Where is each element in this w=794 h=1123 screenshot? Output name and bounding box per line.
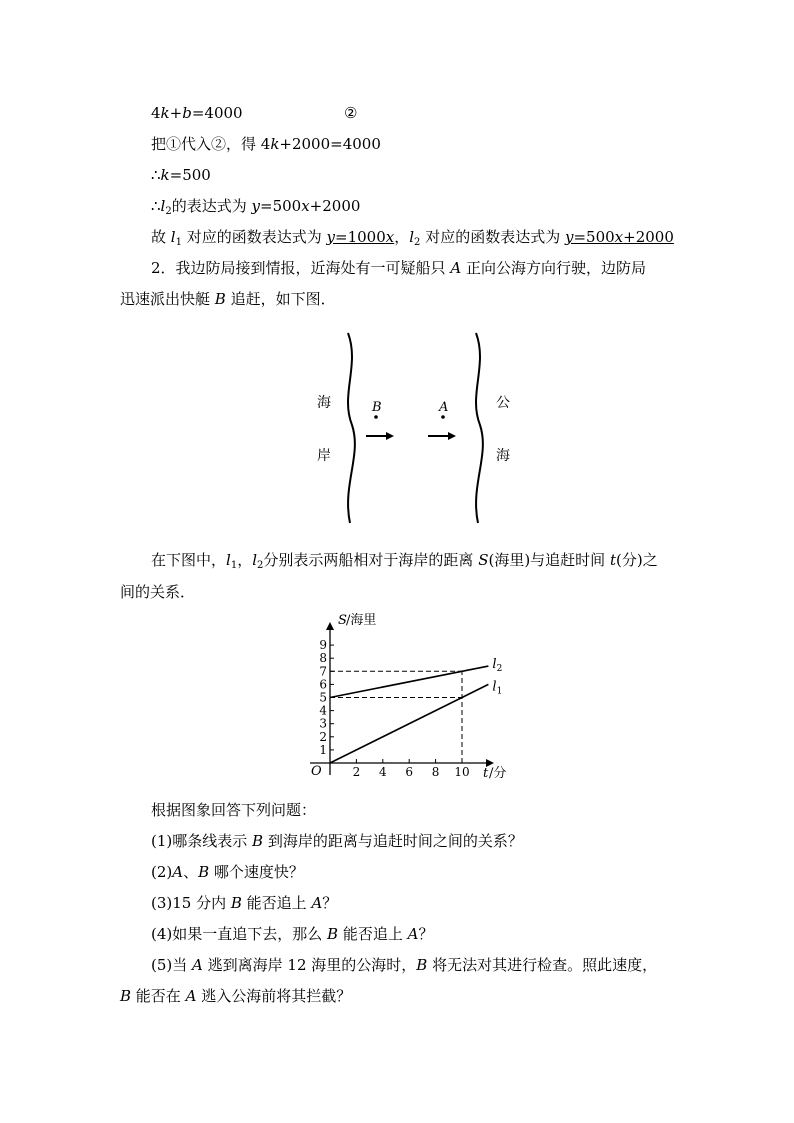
sea-char-1: 公 <box>496 395 510 411</box>
l-sub: 2 <box>165 206 172 217</box>
c-l2: l <box>409 228 415 246</box>
series-label-l2: $l_2$ <box>492 657 503 675</box>
q4-c: ？ <box>418 925 434 943</box>
q4-a: (4)如果一直追下去，那么 <box>151 925 328 943</box>
d-l2: l <box>252 551 258 569</box>
sea-diagram <box>300 325 530 530</box>
boat-a-dot <box>441 415 445 419</box>
k-value: =500 <box>169 166 211 184</box>
p2-a: 2．我边防局接到情报，近海处有一可疑船只 <box>151 259 451 277</box>
x-var: x <box>301 197 310 215</box>
q5-a: (5)当 <box>151 956 193 974</box>
series-line-l1 <box>330 684 488 763</box>
a1-eq: =1000 <box>335 228 386 246</box>
questions-prompt: 根据图象回答下列问题： <box>151 801 317 819</box>
distance-time-chart <box>300 608 530 788</box>
y-tick-label: 7 <box>319 664 327 679</box>
q1-a: (1)哪条线表示 <box>151 832 253 850</box>
coast-line <box>348 333 355 523</box>
eq2-plus: + <box>169 104 183 122</box>
q5-2b: 能否在 <box>131 987 186 1005</box>
p2-A: A <box>450 259 462 277</box>
a2-tail: +2000 <box>623 228 674 246</box>
p2-a2: 迅速派出快艇 <box>120 290 215 308</box>
therefore-symbol: ∴ <box>151 166 161 184</box>
equation-2 <box>151 103 358 123</box>
y-tick-label: 5 <box>319 690 327 705</box>
text: 的表达式为 <box>171 197 252 215</box>
x-tick-label: 8 <box>431 765 440 779</box>
d-S: S <box>478 551 489 569</box>
eq2-k: k <box>160 104 170 122</box>
d-a: 在下图中， <box>151 551 227 569</box>
y-tick-label: 2 <box>319 729 327 744</box>
therefore-l2 <box>151 196 360 222</box>
y-axis-arrow-icon <box>326 622 334 630</box>
d-sub1: 1 <box>230 560 238 571</box>
q1-b: 到海岸的距离与追赶时间之间的关系？ <box>263 832 523 850</box>
q5-2c: 逃入公海前将其拦截？ <box>196 987 352 1005</box>
q2-b: 哪个速度快？ <box>209 863 304 881</box>
sub-text: 把①代入②，得 4 <box>151 135 271 153</box>
a2-y: y <box>564 228 574 246</box>
arrow-a-icon <box>428 432 456 440</box>
open-sea-line <box>476 333 483 523</box>
q3-a: (3)15 分内 <box>151 894 231 912</box>
y-tick-label: 4 <box>319 703 327 718</box>
question-4 <box>151 924 433 944</box>
therefore-symbol: ∴ <box>151 197 161 215</box>
coast-char-1: 海 <box>317 395 331 411</box>
a2-eq: =500 <box>573 228 615 246</box>
q1-B: B <box>252 832 264 850</box>
eq2-rhs: =4000 <box>191 104 243 122</box>
x-tick-label: 4 <box>378 765 387 779</box>
d-d: (分)之 <box>615 551 658 569</box>
eq2-marker: ② <box>344 104 358 122</box>
q4-b: 能否追上 <box>338 925 408 943</box>
chart-description-2: 间的关系． <box>120 583 196 601</box>
problem2-line1 <box>151 258 646 278</box>
x-tick-label: 6 <box>405 765 414 779</box>
q5-A: A <box>192 956 203 974</box>
q2-A: A <box>172 863 184 881</box>
q2-a: (2) <box>151 863 173 881</box>
q5-c: 将无法对其进行检查。照此速度， <box>427 956 658 974</box>
d-c: (海里)与追赶时间 <box>488 551 610 569</box>
c-pre: 故 <box>151 228 171 246</box>
sub-rest: +2000=4000 <box>279 135 381 153</box>
q2-B: B <box>198 863 210 881</box>
arrow-b-icon <box>366 432 394 440</box>
boat-a-label: A <box>439 400 449 415</box>
a1-x: x <box>385 228 395 246</box>
coast-char-2: 岸 <box>317 448 331 464</box>
x-tick-label: 10 <box>454 765 470 779</box>
question-5-cont <box>120 986 351 1006</box>
y-tick-label: 1 <box>319 742 327 757</box>
question-1 <box>151 831 523 851</box>
c-l: l <box>170 228 176 246</box>
p2-b: 正向公海方向行驶，边防局 <box>461 259 646 277</box>
eq2-b: b <box>182 104 192 122</box>
y-tick-label: 9 <box>319 638 327 653</box>
d-l1: l <box>226 551 231 569</box>
q4-A: A <box>407 925 419 943</box>
substitution-line <box>151 134 381 154</box>
question-3 <box>151 893 337 913</box>
y-tick-label: 8 <box>319 651 327 666</box>
chart-description-1 <box>151 550 658 576</box>
y-axis-var: S <box>338 613 347 628</box>
q3-c: ？ <box>322 894 338 912</box>
q5-B: B <box>416 956 428 974</box>
c-mid2: 对应的函数表达式为 <box>420 228 565 246</box>
c-sub1: 1 <box>175 237 182 248</box>
q3-b: 能否追上 <box>241 894 312 912</box>
c-comma: ， <box>394 228 410 246</box>
eq: =500 <box>260 197 302 215</box>
d-b: 分别表示两船相对于海岸的距离 <box>263 551 479 569</box>
q4-B: B <box>327 925 339 943</box>
c-sub2: 2 <box>414 237 421 248</box>
tail: +2000 <box>309 197 361 215</box>
q5-2B: B <box>120 987 132 1005</box>
a2-x: x <box>614 228 624 246</box>
answer-1 <box>327 228 395 246</box>
x-tick-label: 2 <box>352 765 361 779</box>
series-label-l1: $l_1$ <box>492 679 503 697</box>
x-axis-unit: /分 <box>489 766 507 781</box>
q3-B: B <box>230 894 242 912</box>
y-var: y <box>251 197 260 215</box>
x-axis-var: t <box>483 766 489 781</box>
boat-b-dot <box>374 415 378 419</box>
question-2 <box>151 862 304 882</box>
d-sub2: 2 <box>257 560 264 571</box>
p2-B: B <box>214 290 226 308</box>
q5-b: 逃到离海岸 12 海里的公海时， <box>202 956 417 974</box>
c-mid1: 对应的函数表达式为 <box>181 228 327 246</box>
boat-b-label: B <box>372 400 382 415</box>
q2-sep: 、 <box>183 863 199 881</box>
problem2-line2 <box>120 289 336 309</box>
answer-2 <box>565 228 674 246</box>
d-t: t <box>609 551 616 569</box>
p2-b2: 追赶，如下图． <box>225 290 336 308</box>
y-tick-label: 6 <box>319 677 327 692</box>
question-5 <box>151 955 657 975</box>
sea-char-2: 海 <box>496 448 510 464</box>
y-tick-label: 3 <box>319 716 327 731</box>
origin-label: O <box>311 764 322 779</box>
l-var: l <box>160 197 166 215</box>
q5-2A: A <box>185 987 197 1005</box>
y-axis-unit: /海里 <box>346 613 377 628</box>
d-comma: ， <box>237 551 253 569</box>
therefore-k <box>151 165 211 185</box>
k-var: k <box>160 166 170 184</box>
sub-k: k <box>270 135 280 153</box>
series-line-l2 <box>330 666 488 697</box>
q3-A: A <box>311 894 323 912</box>
eq2-coef: 4 <box>151 104 161 122</box>
a1-y: y <box>326 228 335 246</box>
conclusion-line <box>151 227 674 253</box>
